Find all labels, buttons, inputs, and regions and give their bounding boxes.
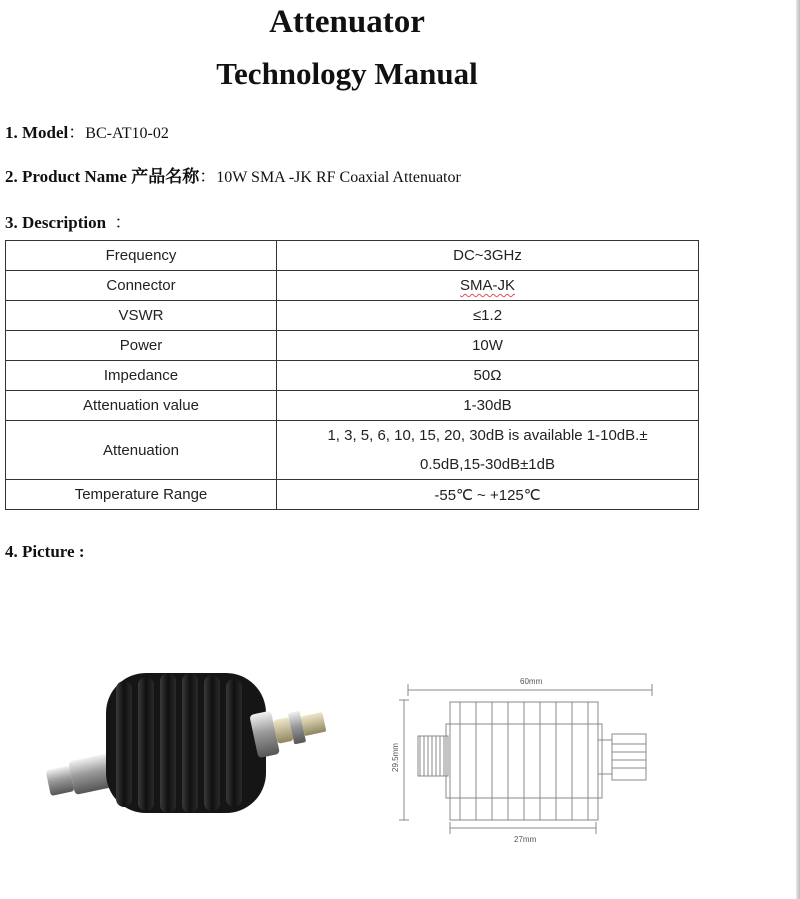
spec-key: Connector — [6, 271, 277, 301]
body-dimension-label: 27mm — [514, 835, 537, 844]
table-row — [6, 271, 699, 301]
page-edge-shadow — [796, 0, 800, 899]
spec-key: Temperature Range — [6, 480, 277, 510]
spec-value: 10W — [277, 331, 699, 361]
attenuator-photo — [40, 655, 330, 820]
spec-value: ≤1.2 — [277, 301, 699, 331]
dimension-drawing — [390, 672, 670, 847]
section-description — [5, 208, 132, 233]
height-dimension-label: 29.5mm — [391, 743, 400, 772]
section-separator: ： — [199, 167, 217, 186]
spec-value: 50Ω — [277, 361, 699, 391]
section-separator: ： — [114, 213, 132, 232]
section-number: 4. — [5, 542, 18, 561]
spec-value-line: 0.5dB,15-30dB±1dB — [420, 456, 555, 473]
spellcheck-underlined-text: SMA-JK — [459, 277, 515, 294]
heatsink-body — [106, 673, 266, 813]
table-row — [6, 421, 699, 480]
spec-key: Attenuation — [6, 421, 277, 480]
section-picture — [5, 542, 84, 562]
section-number: 1. — [5, 123, 18, 142]
section-label: Product Name 产品名称 — [22, 167, 200, 186]
section-separator: : — [78, 542, 85, 561]
spec-value — [277, 271, 699, 301]
spec-key: Frequency — [6, 241, 277, 271]
product-name-value: 10W SMA -JK RF Coaxial Attenuator — [216, 169, 461, 186]
section-separator: ： — [68, 123, 86, 142]
section-number: 3. — [5, 213, 18, 232]
table-row — [6, 331, 699, 361]
table-row — [6, 480, 699, 510]
spec-value: -55℃ ~ +125℃ — [277, 480, 699, 510]
table-row — [6, 391, 699, 421]
spec-key: Impedance — [6, 361, 277, 391]
section-product-name — [5, 162, 461, 187]
model-value: BC-AT10-02 — [85, 125, 169, 142]
spec-value-line: 1, 3, 5, 6, 10, 15, 20, 30dB is available 1-10dB.± — [327, 427, 648, 444]
spec-value — [277, 421, 699, 480]
length-dimension-label: 60mm — [520, 677, 543, 686]
table-row — [6, 301, 699, 331]
spec-table — [5, 240, 699, 510]
section-label: Picture — [22, 542, 75, 561]
section-number: 2. — [5, 167, 18, 186]
spec-value: 1-30dB — [277, 391, 699, 421]
table-row — [6, 241, 699, 271]
table-row — [6, 361, 699, 391]
spec-key: VSWR — [6, 301, 277, 331]
spec-key: Power — [6, 331, 277, 361]
spec-key: Attenuation value — [6, 391, 277, 421]
document-title: Attenuator — [269, 4, 425, 40]
spec-value: DC~3GHz — [277, 241, 699, 271]
section-label: Description — [22, 213, 107, 232]
section-label: Model — [22, 123, 69, 142]
document-subtitle: Technology Manual — [216, 56, 478, 91]
section-model — [5, 118, 169, 143]
